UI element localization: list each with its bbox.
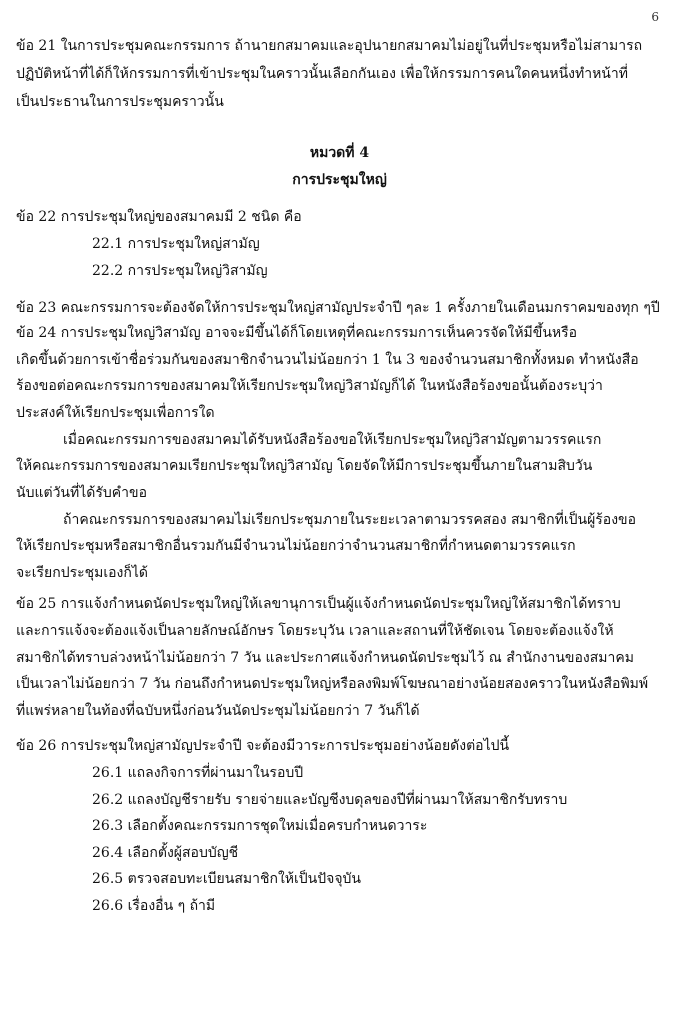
clause-24-para2-line-1: เมื่อคณะกรรมการของสมาคมได้รับหนังสือร้องขอให้เรียกประชุมใหญ่วิสามัญตามวรรคแรก	[63, 432, 602, 448]
clause-26-item-6: 26.6 เรื่องอื่น ๆ ถ้ามี	[92, 898, 216, 914]
clause-24-para3-line-1: ถ้าคณะกรรมการของสมาคมไม่เรียกประชุมภายในระยะเวลาตามวรรคสอง สมาชิกที่เป็นผู้ร้องขอ	[63, 512, 637, 528]
clause-26-item-4: 26.4 เลือกตั้งผู้สอบบัญชี	[92, 845, 239, 861]
clause-24-para2-line-3: นับแต่วันที่ได้รับคำขอ	[16, 485, 147, 501]
clause-21-line-2: ปฏิบัติหน้าที่ได้ก็ให้กรรมการที่เข้าประชุมในคราวนั้นเลือกกันเอง เพื่อให้กรรมการคนใดคนหนึ่งทำหน้าที่	[16, 66, 628, 82]
clause-26-item-1: 26.1 แถลงกิจการที่ผ่านมาในรอบปี	[92, 765, 304, 781]
clause-24-para2-line-2: ให้คณะกรรมการของสมาคมเรียกประชุมใหญ่วิสามัญ โดยจัดให้มีการประชุมขึ้นภายในสามสิบวัน	[16, 458, 593, 474]
chapter-title: การประชุมใหญ่	[292, 172, 387, 188]
clause-21-line-1: ข้อ 21 ในการประชุมคณะกรรมการ ถ้านายกสมาคมและอุปนายกสมาคมไม่อยู่ในที่ประชุมหรือไม่สามารถ	[16, 38, 643, 54]
clause-26-item-2: 26.2 แถลงบัญชีรายรับ รายจ่ายและบัญชีงบดุลของปีที่ผ่านมาให้สมาชิกรับทราบ	[92, 792, 568, 808]
clause-26-item-3: 26.3 เลือกตั้งคณะกรรมการชุดใหม่เมื่อครบกำหนดวาระ	[92, 818, 428, 834]
clause-22-item-1: 22.1 การประชุมใหญ่สามัญ	[92, 236, 260, 252]
clause-24-para3-line-2: ให้เรียกประชุมหรือสมาชิกอื่นรวมกันมีจำนวนไม่น้อยกว่าจำนวนสมาชิกที่กำหนดตามวรรคแรก	[16, 538, 576, 554]
clause-25-line-5: ที่แพร่หลายในท้องที่ฉบับหนึ่งก่อนวันนัดประชุมไม่น้อยกว่า 7 วันก็ได้	[16, 703, 420, 719]
clause-26: ข้อ 26 การประชุมใหญ่สามัญประจำปี จะต้องมีวาระการประชุมอย่างน้อยดังต่อไปนี้	[16, 738, 510, 754]
clause-24-line-4: ประสงค์ให้เรียกประชุมเพื่อการใด	[16, 405, 215, 421]
clause-25-line-2: และการแจ้งจะต้องแจ้งเป็นลายลักษณ์อักษร โดยระบุวัน เวลาและสถานที่ให้ชัดเจน โดยจะต้องแจ้งให้	[16, 623, 614, 639]
clause-25-line-4: เป็นเวลาไม่น้อยกว่า 7 วัน ก่อนถึงกำหนดประชุมใหญ่หรือลงพิมพ์โฆษณาอย่างน้อยสองคราวในหนังสือพิมพ์	[16, 676, 649, 692]
clause-25-line-1: ข้อ 25 การแจ้งกำหนดนัดประชุมใหญ่ให้เลขานุการเป็นผู้แจ้งกำหนดนัดประชุมใหญ่ให้สมาชิกได้ทราบ	[16, 596, 621, 612]
clause-21-line-3: เป็นประธานในการประชุมคราวนั้น	[16, 94, 224, 110]
clause-24-line-1: ข้อ 24 การประชุมใหญ่วิสามัญ อาจจะมีขึ้นได้ก็โดยเหตุที่คณะกรรมการเห็นควรจัดให้มีขึ้นหรือ	[16, 325, 578, 341]
clause-22: ข้อ 22 การประชุมใหญ่ของสมาคมมี 2 ชนิด คือ	[16, 209, 302, 225]
clause-23: ข้อ 23 คณะกรรมการจะต้องจัดให้การประชุมใหญ่สามัญประจำปี ๆละ 1 ครั้งภายในเดือนมกราคมของทุก ๆปี	[16, 300, 660, 316]
clause-25-line-3: สมาชิกได้ทราบล่วงหน้าไม่น้อยกว่า 7 วัน และประกาศแจ้งกำหนดนัดประชุมไว้ ณ สำนักงานของสมาคม	[16, 650, 634, 666]
clause-24-para3-line-3: จะเรียกประชุมเองก็ได้	[16, 565, 149, 581]
clause-22-item-2: 22.2 การประชุมใหญ่วิสามัญ	[92, 263, 268, 279]
clause-24-line-3: ร้องขอต่อคณะกรรมการของสมาคมให้เรียกประชุมใหญ่วิสามัญก็ได้ ในหนังสือร้องขอนั้นต้องระบุว่า	[16, 378, 603, 394]
page-number: 6	[651, 10, 659, 24]
chapter-number: หมวดที่ 4	[309, 145, 370, 161]
clause-26-item-5: 26.5 ตรวจสอบทะเบียนสมาชิกให้เป็นปัจจุบัน	[92, 871, 362, 887]
clause-24-line-2: เกิดขึ้นด้วยการเข้าชื่อร่วมกันของสมาชิกจำนวนไม่น้อยกว่า 1 ใน 3 ของจำนวนสมาชิกทั้งหมด ทำหนังสือ	[16, 352, 639, 368]
